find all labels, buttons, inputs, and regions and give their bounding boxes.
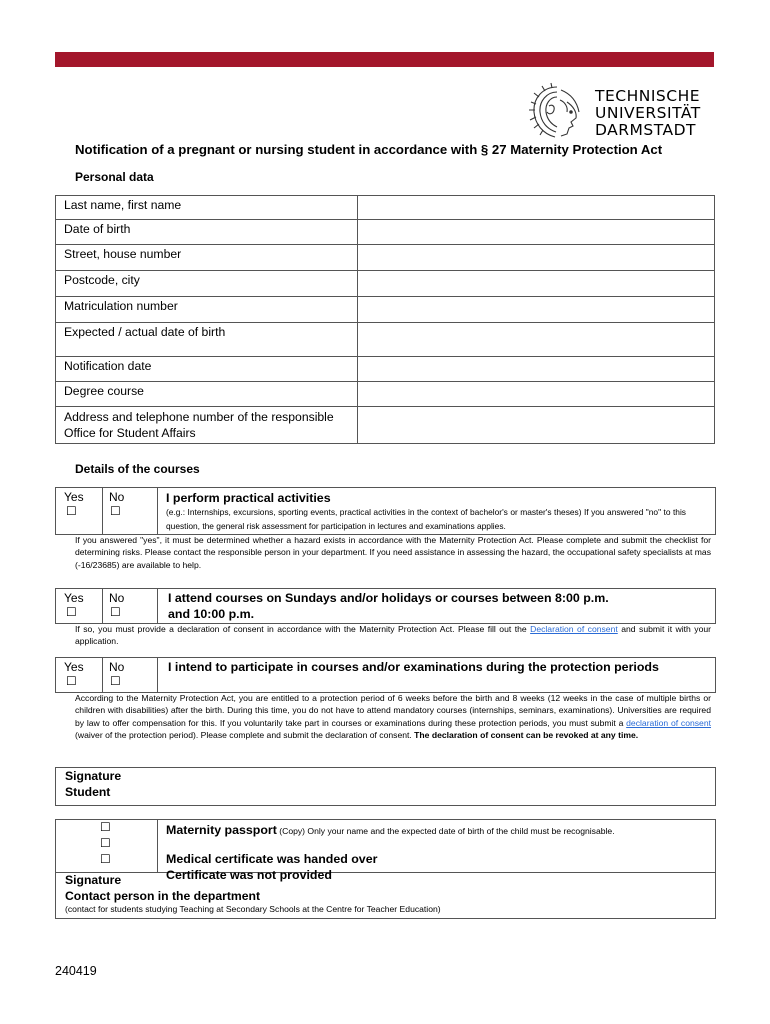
table-row [56,196,715,220]
no-checkbox[interactable]: ☐ [110,504,121,518]
signature-label: Signature [65,769,122,783]
contact-note: (contact for students studying Teaching at Secondary Schools at the Centre for Teacher Education) [65,904,441,914]
field-label: Postcode, city [56,271,358,297]
form-title: Notification of a pregnant or nursing student in accordance with § 27 Maternity Protection Act [75,142,663,157]
header-color-bar [55,52,714,67]
contact-signature-label [65,872,260,904]
course-details-heading: Details of the courses [75,462,200,476]
field-label: Date of birth [56,220,358,245]
yes-label: Yes [64,490,84,504]
question-subtext: (e.g.: Internships, excursions, sporting events, practical activities in the context of bachelor's or master's theses) If you answered "no" to this question, the general risk assessment for participation in lectures and examinations applies. [166,507,686,531]
field-label: Degree course [56,382,358,407]
field-label: Expected / actual date of birth [56,323,358,357]
logo-line: TECHNISCHE [595,87,701,105]
athena-head-icon [527,82,587,142]
note-text: and submit it with your application. [75,624,711,647]
field-input[interactable] [358,220,715,245]
field-input[interactable] [358,382,715,407]
student-label: Student [65,785,111,799]
field-input[interactable] [358,297,715,323]
note-text: If so, you must provide a declaration of consent in accordance with the Maternity Protection Act. Please fill out the [75,624,531,634]
table-row [56,245,715,271]
personal-data-table [55,195,715,444]
field-label: Matriculation number [56,297,358,323]
field-label: Street, house number [56,245,358,271]
question-title: I perform practical activities [166,491,331,505]
question-protection-periods [55,657,716,693]
declaration-of-consent-link[interactable]: Declaration of consent [530,624,618,634]
logo-text [595,88,701,139]
yes-checkbox[interactable]: ☐ [66,605,77,619]
yes-label: Yes [64,660,84,674]
logo-line: UNIVERSITÄT [595,104,701,122]
certificate-not-provided-label: Certificate was not provided [166,868,332,882]
field-input[interactable] [358,196,715,220]
yes-checkbox[interactable]: ☐ [66,674,77,688]
field-input[interactable] [358,407,715,444]
protection-periods-note [75,692,711,741]
field-label: Address and telephone number of the responsible Office for Student Affairs [56,407,358,444]
student-signature-label [65,768,121,800]
no-checkbox[interactable]: ☐ [110,605,121,619]
note-text: According to the Maternity Protection Act, you are entitled to a protection period of 6 weeks before the birth and 8 weeks (12 weeks in the case of multiple births or children with disabilities) after the birth. During this time, you do not have to attend mandatory courses (internships, seminars, examinations). Universities are required by law to offer compensation for this. If you voluntarily take part in courses or examinations during these protection periods, you must submit a [75,693,711,728]
table-row [56,382,715,407]
sunday-courses-note [75,623,711,648]
question-title: I intend to participate in courses and/or examinations during the protection periods [168,660,659,674]
form-version-code: 240419 [55,964,97,978]
tu-darmstadt-logo [527,82,717,142]
field-label: Last name, first name [56,196,358,220]
logo-line: DARMSTADT [595,121,697,139]
certificate-not-provided-checkbox[interactable]: ☐ [100,852,111,866]
maternity-passport-note: (Copy) Only your name and the expected date of birth of the child must be recognisable. [276,826,615,836]
table-row [56,297,715,323]
field-input[interactable] [358,357,715,382]
student-signature-box[interactable] [55,767,716,806]
question-sunday-courses [55,588,716,624]
note-text: (waiver of the protection period). Please complete and submit the declaration of consent. [75,729,415,740]
documents-box [55,819,716,919]
medical-certificate-label: Medical certificate was handed over [166,852,378,866]
field-input[interactable] [358,323,715,357]
medical-certificate-checkbox[interactable]: ☐ [100,836,111,850]
table-row [56,323,715,357]
note-bold-text: The declaration of consent can be revoked at any time. [414,729,639,740]
signature-label: Signature [65,873,122,887]
contact-person-label: Contact person in the department [65,889,261,903]
maternity-passport-label [166,821,711,839]
yes-checkbox[interactable]: ☐ [66,504,77,518]
no-label: No [109,591,125,605]
table-row [56,407,715,444]
no-label: No [109,490,125,504]
table-row [56,220,715,245]
question-title: I attend courses on Sundays and/or holidays or courses between 8:00 p.m. and 10:00 p.m. [168,591,609,621]
practical-activities-note: If you answered "yes", it must be determined whether a hazard exists in accordance with the Maternity Protection Act. Please complete and submit the checklist for determining risks. Please contact the responsible person in your department. If you need assistance in assessing the hazard, the occupational safety specialists at mas (-16/23685) are available to help. [75,535,711,570]
table-row [56,357,715,382]
maternity-passport-title: Maternity passport [166,823,277,837]
no-checkbox[interactable]: ☐ [110,674,121,688]
yes-label: Yes [64,591,84,605]
field-label: Notification date [56,357,358,382]
field-input[interactable] [358,245,715,271]
declaration-of-consent-link[interactable]: declaration of consent [626,717,712,728]
personal-data-heading: Personal data [75,170,154,184]
maternity-passport-checkbox[interactable]: ☐ [100,820,111,834]
table-row [56,271,715,297]
no-label: No [109,660,125,674]
field-input[interactable] [358,271,715,297]
question-practical-activities [55,487,716,535]
